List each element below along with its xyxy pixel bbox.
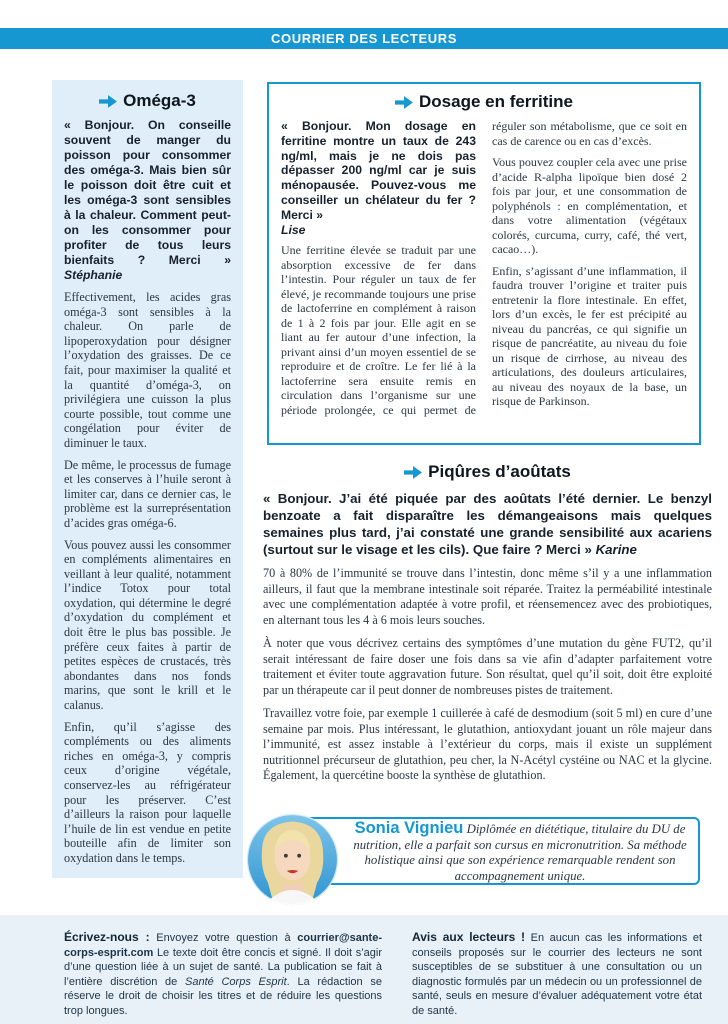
right-arrow-icon bbox=[395, 95, 413, 110]
ferritine-heading bbox=[281, 92, 687, 112]
omega3-panel bbox=[52, 80, 243, 878]
aoutats-section bbox=[263, 462, 712, 792]
readers-notice-lead: Avis aux lecteurs ! bbox=[412, 930, 526, 944]
aoutats-question-text: « Bonjour. J’ai été piquée par des aoûtats l’été dernier. Le benzyl benzoate a fait disparaître les démangeaisons mais quelques semaines plus tard, j’ai constaté une grande sensibilité aux acariens (surtout sur le visage et les cils). Que faire ? Merci » bbox=[263, 491, 712, 557]
author-bio-text bbox=[350, 821, 690, 884]
aoutats-asker: Karine bbox=[595, 542, 637, 557]
answer-paragraph: 70 à 80% de l’immunité se trouve dans l’intestin, donc même s’il y a une inflammation ailleurs, il faut que la membrane intestinale soit réparée. Traitez la perméabilité intestinale avec une complémentation adaptée à votre profil, et réensemencez avec des probiotiques, en alternant tous les 4 à 6 mois leurs souches. bbox=[263, 566, 712, 627]
ferritine-title: Dosage en ferritine bbox=[419, 92, 573, 111]
omega3-asker: Stéphanie bbox=[64, 268, 123, 282]
aoutats-question bbox=[263, 490, 712, 558]
ferritine-question-text: « Bonjour. Mon dosage en ferritine montre un taux de 243 ng/ml, mais je ne dois pas dépasser 200 ng/ml car je suis ménopausée. Pouvez-vous me conseiller un chélateur du fer ? Merci » bbox=[281, 119, 476, 222]
write-to-us-lead: Écrivez-nous : bbox=[64, 930, 150, 944]
omega3-title: Oméga-3 bbox=[123, 91, 196, 110]
ferritine-question bbox=[281, 119, 476, 237]
aoutats-title: Piqûres d’aoûtats bbox=[428, 462, 571, 481]
write-to-us-text: . La rédaction se réserve le droit de choisir les titres et de réduire les questions trop longues. bbox=[64, 975, 382, 1017]
magazine-name: Santé Corps Esprit bbox=[185, 975, 287, 988]
omega3-question-text: « Bonjour. On conseille souvent de manger du poisson pour consommer des oméga-3. Mais bien sûr le poisson doit être cuit et les oméga-3 sont sensibles à la chaleur. Comment peut-on les consommer pour profiter de tous leurs bienfaits ? Merci » bbox=[64, 118, 231, 267]
answer-paragraph: Enfin, s’agissant d’une inflammation, il faudra trouver l’origine et traiter puis entretenir la flore intestinale. En effet, lors d’un excès, le fer est précipité au niveau du pancréas, ce qui signifie un risque de pancréatite, au niveau du foie un risque de cirrhose, au niveau des articulations, des douleurs articulaires, au niveau des noyaux de la base, un risque de Parkinson. bbox=[492, 263, 687, 408]
answer-paragraph: À noter que vous décrivez certains des symptômes d’une mutation du gène FUT2, qu’il serait intéressant de faire doser une fois dans sa vie afin d’adapter parfaitement votre traitement et éviter toute aggravation future. Son résultat, quel qu’il soit, doit être exploité par un thérapeute car il peut donner de nombreuses pistes de traitement. bbox=[263, 636, 712, 697]
page-footer bbox=[0, 915, 728, 1024]
ferritine-columns bbox=[281, 119, 687, 437]
write-to-us bbox=[64, 930, 382, 1018]
author-portrait bbox=[245, 812, 340, 907]
aoutats-heading bbox=[263, 462, 712, 482]
answer-paragraph: De même, le processus de fumage et les conserves à l’huile seront à limiter car, dans ce dernier cas, le problème est la surreprésentation d’acides gras oméga-6. bbox=[64, 457, 231, 530]
ferritine-panel bbox=[267, 82, 701, 445]
readers-notice-text: En aucun cas les informations et conseils proposés sur le courrier des lecteurs ne sont susceptibles de se substituer à une consultation ou un diagnostic formulés par un médecin ou un professionnel de santé, seuls en mesure d’évaluer adéquatement votre état de santé. bbox=[412, 932, 702, 1017]
author-name: Sonia Vignieu bbox=[354, 819, 464, 837]
right-arrow-icon bbox=[99, 94, 117, 109]
answer-paragraph: Enfin, qu’il s’agisse des compléments ou des aliments riches en oméga-3, y compris ceux d’origine végétale, conservez-les au réfrigérateur pour les préserver. C’est d’ailleurs la raison pour laquelle l’huile de lin est vendue en petite bouteille afin de limiter son oxydation dans le temps. bbox=[64, 719, 231, 865]
ferritine-asker: Lise bbox=[281, 222, 306, 237]
write-to-us-text: Le texte doit être concis et signé. Il doit s’agir d’une question liée à un sujet de santé. La publication se fait à l’entière discrétion de bbox=[64, 946, 382, 988]
author-bio-box bbox=[286, 817, 700, 885]
answer-paragraph: Vous pouvez coupler cela avec une prise d’acide R-alpha lipoïque bien dosé 2 fois par jour, et une consommation de polyphénols : en complémentation, et dans votre alimentation (végétaux colorés, curcuma, curry, café, thé vert, cacao…). bbox=[492, 155, 687, 256]
omega3-heading bbox=[64, 91, 231, 111]
author-description: Diplômée en diététique, titulaire du DU de nutrition, elle a parfait son cursus en micronutrition. Sa méthode holistique ainsi que son expérience remarquable rendent son accompagnement unique. bbox=[353, 822, 687, 883]
contact-email: courrier@sante-corps-esprit.com bbox=[64, 932, 382, 959]
answer-paragraph: Une ferritine élevée se traduit par une absorption excessive de fer dans l’intestin. Pour réguler un taux de fer élevé, je recommande toujours une prise de lactoferrine en complément à raison de 1 à 2 fois par jour. Elle agit en se liant au fer autour d’une infection, la privant ainsi d’un moyen essentiel de se reproduire et de croître. Le fer lié à la lactoferrine sera ensuite remis en circulation dans l’organisme sur une période prolongée, ce qui permet de réguler son métabolisme, que ce soit en cas de carence ou en cas d’excès. bbox=[281, 119, 687, 417]
section-banner-title: COURRIER DES LECTEURS bbox=[271, 31, 457, 46]
readers-notice bbox=[412, 930, 702, 1018]
answer-paragraph: Effectivement, les acides gras oméga-3 sont sensibles à la chaleur. On parle de lipoperoxydation pour désigner l’oxydation des graisses. De ce fait, pour maximiser la qualité et la quantité d’oméga-3, on privilégiera une cuisson la plus courte possible, tout comme une congélation pour éviter de diminuer le taux. bbox=[64, 290, 231, 450]
write-to-us-text: Envoyez votre question à bbox=[156, 932, 291, 944]
omega3-question bbox=[64, 118, 231, 283]
answer-paragraph: Travaillez votre foie, par exemple 1 cuillerée à café de desmodium (soit 5 ml) en cure d’une semaine par mois. Plus intéressant, le glutathion, antioxydant jouant un rôle majeur dans l’immunité, est assez instable à l’extérieur du corps, mais il existe un supplément nutritionnel précurseur de glutathion, peu cher, la N-Acétyl cystéine ou NAC et la glycine. Également, la quercétine booste la synthèse de glutathion. bbox=[263, 706, 712, 782]
author-portrait-image bbox=[245, 812, 340, 907]
right-arrow-icon bbox=[404, 465, 422, 480]
answer-paragraph: Vous pouvez aussi les consommer en compléments alimentaires en veillant à leur qualité, notamment l’indice Totox pour total oxydation, qui détermine le degré d’oxydation du complément et doit être le plus bas possible. Je préfère ceux faites à partir de petites espèces de crustacés, très abondantes dans nos fonds marins, que sont le krill et le calanus. bbox=[64, 537, 231, 713]
section-banner bbox=[0, 28, 728, 49]
